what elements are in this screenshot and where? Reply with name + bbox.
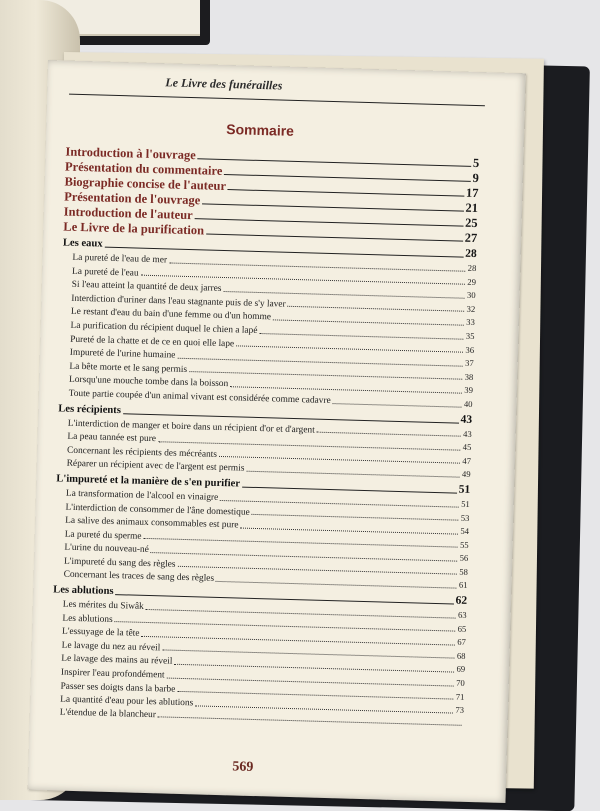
toc-entry-page: 65 — [457, 623, 467, 634]
toc-entry-page: 71 — [455, 691, 465, 702]
toc-entry-label: Inspirer l'eau profondément — [60, 667, 165, 681]
toc-entry-page: 67 — [457, 636, 467, 648]
toc-entry-page: 69 — [456, 664, 466, 675]
page-number: 569 — [232, 759, 254, 776]
dot-leader — [158, 717, 462, 726]
toc-entry-label: L'essuyage de la tête — [61, 626, 140, 640]
toc-entry-page: 62 — [455, 594, 468, 607]
toc-entry-page: 51 — [458, 483, 471, 496]
toc-entry-page: 56 — [459, 552, 469, 564]
toc-entry-page: 68 — [456, 650, 466, 661]
toc-entry-page: 54 — [460, 525, 470, 537]
toc-entry-page: 58 — [459, 566, 469, 577]
toc-entry-page: 36 — [465, 344, 475, 355]
toc-entry-page: 70 — [456, 677, 465, 688]
toc-entry-label: Les ablutions — [53, 584, 114, 598]
toc-entry-page: 32 — [466, 303, 476, 314]
toc-title: Sommaire — [226, 121, 295, 139]
book-page — [28, 60, 526, 803]
toc-entry-label: Introduction à l'ouvrage — [65, 144, 196, 163]
toc-entry-page: 49 — [461, 469, 471, 480]
toc-entry-label: L'impureté du sang des règles — [63, 556, 176, 570]
toc-entry-page: 9 — [472, 170, 480, 186]
toc-entry-label: Présentation du commentaire — [64, 159, 223, 178]
running-head: Le Livre des funérailles — [165, 75, 283, 93]
toc-entry-page: 21 — [465, 200, 479, 216]
toc-entry-label: La pureté de l'eau de mer — [72, 252, 168, 266]
toc-entry-label: Le Livre de la purification — [63, 219, 205, 238]
toc-entry-label: La peau tannée est pure — [67, 431, 157, 445]
toc-entry-label: L'étendue de la blancheur — [59, 707, 157, 721]
toc-entry-page: 17 — [465, 185, 479, 201]
toc-entry-label: La pureté de l'eau — [71, 266, 139, 279]
toc-entry-label: Le restant d'eau du bain d'une femme ou d'un homme — [70, 307, 272, 323]
toc-entry-page: 28 — [467, 262, 477, 274]
toc-entry-label: Pureté de la chatte et de ce en quoi elle lape — [70, 334, 235, 349]
toc-entry-label: Les ablutions — [62, 613, 113, 625]
toc-entry-page: 63 — [457, 609, 467, 620]
toc-entry-label: L'interdiction de consommer de l'âne domestique — [65, 502, 250, 518]
toc-entry-page: 40 — [463, 398, 473, 409]
toc-entry-page: 43 — [463, 428, 472, 439]
toc-entry-page: 37 — [464, 357, 474, 369]
toc-entry-label: La quantité d'eau pour les ablutions — [60, 694, 194, 709]
toc-entry-label: Interdiction d'uriner dans l'eau stagnante puis de s'y laver — [71, 293, 286, 310]
toc-entry-label: Toute partie coupée d'un animal vivant est considérée comme cadavre — [68, 388, 331, 406]
toc-entry-label: Si l'eau atteint la quantité de deux jarres — [71, 279, 222, 295]
toc-entry-page: 47 — [462, 455, 472, 466]
toc-entry-page: 38 — [464, 371, 474, 382]
toc-entry-label: La bête morte et le sang permis — [69, 361, 188, 375]
toc-entry-label: Passer ses doigts dans la barbe — [60, 681, 176, 695]
dot-leader — [317, 432, 461, 437]
toc-entry-page: 55 — [459, 539, 469, 550]
toc-entry-page: 61 — [458, 580, 468, 591]
toc-entry-label: Présentation de l'ouvrage — [63, 189, 201, 208]
toc-entry-page: 33 — [466, 317, 475, 328]
toc-entry-label: Concernant les traces de sang des règles — [63, 570, 215, 585]
toc-entry-label: Biographie concise de l'auteur — [64, 174, 227, 194]
toc-entry-page: 35 — [465, 330, 475, 341]
header-rule — [69, 94, 485, 107]
toc-entry-page: 39 — [464, 385, 474, 396]
toc-entry-label: Introduction de l'auteur — [63, 204, 193, 223]
left-page-text-fragment — [0, 19, 18, 132]
toc-entry-page: 73 — [455, 704, 465, 716]
toc-entry-label: Réparer un récipient avec de l'argent est permis — [66, 458, 245, 474]
table-of-contents — [50, 145, 480, 731]
dot-leader — [333, 403, 462, 408]
toc-entry-page: 25 — [464, 215, 478, 231]
toc-entry-page: 28 — [465, 247, 477, 261]
toc-entry-label: Concernant les récipients des mécréants — [66, 445, 218, 460]
toc-entry-label: L'impureté et la manière de s'en purifier — [56, 473, 241, 490]
toc-entry-label: Le lavage du nez au réveil — [61, 640, 161, 654]
toc-entry-label: Impureté de l'urine humaine — [69, 347, 176, 361]
toc-entry-label: La salive des animaux consommables est pure — [65, 515, 239, 531]
toc-entry-page: 30 — [466, 289, 476, 301]
toc-entry-page: 45 — [462, 441, 472, 453]
toc-entry-page: 5 — [472, 155, 480, 171]
toc-entry-page: 29 — [467, 276, 477, 287]
toc-entry-page: 27 — [464, 230, 478, 246]
toc-entry-label: L'urine du nouveau-né — [64, 542, 149, 556]
toc-entry-label: L'interdiction de manger et boire dans un récipient d'or et d'argent — [67, 418, 315, 436]
toc-entry-label: Le lavage des mains au réveil — [61, 654, 173, 668]
toc-entry-label: Les eaux — [62, 237, 103, 250]
toc-entry-label: Les récipients — [58, 402, 122, 416]
toc-entry-page: 43 — [460, 413, 473, 426]
toc-entry-label: La pureté du sperme — [64, 529, 142, 542]
toc-entry-page: 51 — [461, 498, 470, 509]
toc-entry-page: 53 — [460, 512, 470, 523]
toc-entry-label: Lorsqu'une mouche tombe dans la boisson — [68, 375, 229, 390]
toc-entry-label: Les mérites du Siwâk — [62, 599, 144, 612]
toc-entry-label: La purification du récipient duquel le chien a lapé — [70, 320, 258, 336]
toc-entry-label: La transformation de l'alcool en vinaigre — [65, 488, 219, 503]
